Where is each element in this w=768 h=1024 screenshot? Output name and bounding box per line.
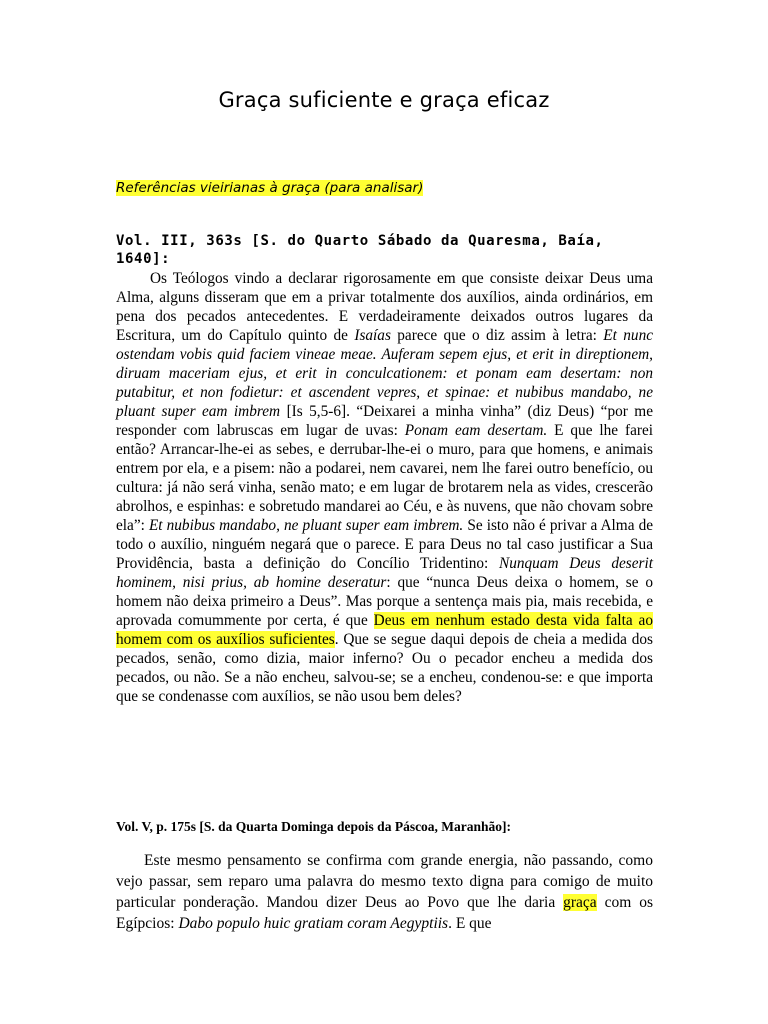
italic-run: Isaías (354, 327, 391, 344)
text-run: Este mesmo pensamento se confirma com grande energia, não passando, como vejo passar, sem reparo uma palavra do mesmo texto digna para comigo de muito particular ponderação. Mandou dizer Deus ao Povo que lhe daria (116, 852, 653, 911)
vol5-heading: Vol. V, p. 175s [S. da Quarta Dominga depois da Páscoa, Maranhão]: (116, 819, 512, 834)
latin-quote: Et nunc ostendam vobis quid faciem vineae meae. Auferam sepem ejus, et erit in direptionem, diruam maceriam ejus, et erit in conculcationem: et ponam eam desertam: non putabitur, et non fodietur: et ascendent vepres, et spinae: et nubibus mandabo, ne pluant super eam imbrem (116, 327, 654, 420)
latin-quote: Nunquam Deus deserit hominem, nisi prius, ab homine deseratur (116, 555, 653, 591)
latin-quote: Ponam eam desertam. (404, 422, 548, 439)
paragraph-vol5 (116, 850, 653, 934)
text-run: : que “nunca Deus deixa o homem, se o homem não deixa primeiro a Deus”. Mas porque a sentença mais pia, mais recebida, e aprovada comummente por certa, é que (116, 574, 653, 629)
vol3-heading: Vol. III, 363s [S. do Quarto Sábado da Quaresma, Baía, 1640]: (116, 233, 604, 267)
latin-quote: Dabo populo huic gratiam coram Aegyptiis (178, 915, 449, 932)
highlighted-references-heading: Referências vieirianas à graça (para analisar) (116, 180, 424, 196)
highlighted-word: graça (563, 894, 597, 911)
text-run: E que lhe farei então? Arrancar-lhe-ei as sebes, e derrubar-lhe-ei o muro, para que homens, e animais entrem por ela, e a pisem: não a podarei, nem cavarei, nem lhe farei outro benefício, ou cultura: já não será vinha, senão mato; e em lugar de brotarem nela as vides, crescerão abrolhos, e espinhas: e sobretudo mandarei ao Céu, e às nuvens, que não chovam sobre ela”: (116, 422, 653, 534)
text-run: Os Teólogos vindo a declarar rigorosamente em que consiste deixar Deus uma Alma, alguns disseram que em a privar totalmente dos auxílios, ainda ordinários, em pena dos pecados antecedentes. E verdadeiramente deixados outros lugares da Escritura, um do Capítulo quinto de (116, 270, 653, 344)
text-run: . E que (448, 915, 492, 932)
text-run: com os Egípcios: (116, 894, 654, 932)
text-run: parece que o diz assim à letra: (390, 327, 604, 344)
text-run: [Is 5,5-6]. “Deixarei a minha vinha” (diz Deus) “por me responder com labruscas em lugar de uvas: (116, 403, 653, 439)
text-run: . Que se segue daqui depois de cheia a medida dos pecados, senão, como dizia, maior inferno? Ou o pecador encheu a medida dos pecados, ou não. Se a não encheu, salvou-se; se a encheu, condenou-se: e que importa que se condenasse com auxílios, se não usou bem deles? (116, 631, 653, 705)
latin-quote: Et nubibus mandabo, ne pluant super eam imbrem. (148, 517, 464, 534)
text-run: Se isto não é privar a Alma de todo o auxílio, ninguém negará que o parece. E para Deus no tal caso justificar a Sua Providência, basta a definição do Concílio Tridentino: (116, 517, 654, 572)
document-title: Graça suficiente e graça eficaz (218, 88, 550, 112)
references-heading (116, 180, 423, 196)
paragraph-vol3 (116, 269, 653, 706)
highlighted-phrase: Deus em nenhum estado desta vida falta ao homem com os auxílios suficientes (116, 612, 653, 648)
